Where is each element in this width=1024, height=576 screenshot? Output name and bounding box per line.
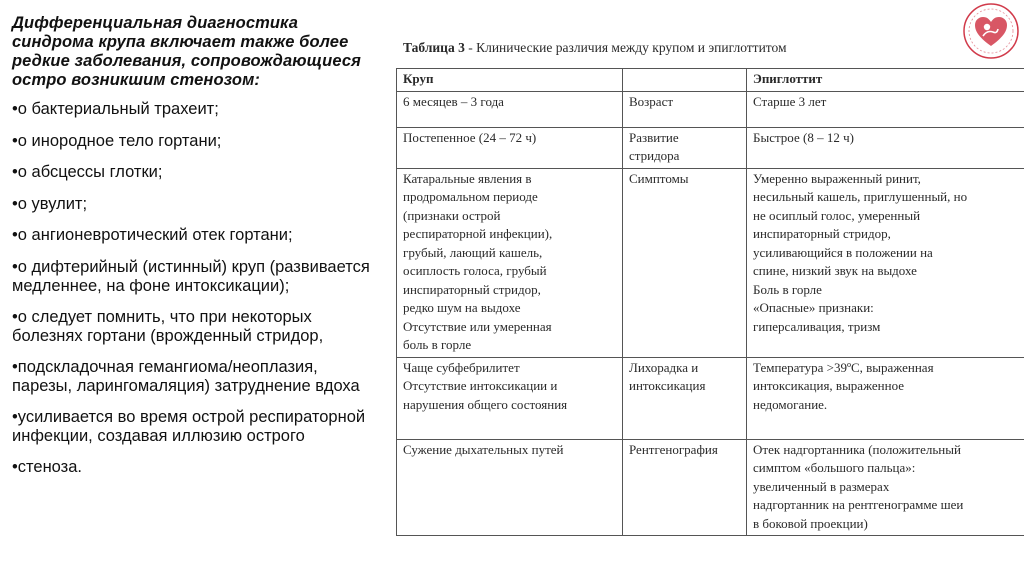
table-caption-text: - Клинические различия между крупом и эпиглоттитом <box>464 40 787 55</box>
bullet-item: •о дифтерийный (истинный) круп (развивается медленнее, на фоне интоксикации); <box>12 257 370 295</box>
bullet-item: •подскладочная гемангиома/неоплазия, парезы, ларингомаляция) затруднение вдоха <box>12 357 360 395</box>
table-cell: Лихорадка и интоксикация <box>623 357 747 439</box>
table-cell: Развитие стридора <box>623 127 747 168</box>
comparison-table <box>396 68 1024 536</box>
table-caption-number: Таблица 3 <box>403 40 465 55</box>
bullet-item: •о увулит; <box>12 194 88 213</box>
page-heading: Дифференциальная диагностика синдрома крупа включает также более редкие заболевания, сопровождающиеся остро возникшим стенозом: <box>12 14 361 89</box>
bullet-item: •о ангионевротический отек гортани; <box>12 226 293 244</box>
header-cell-empty <box>623 69 747 92</box>
bullet-item: •стеноза. <box>12 457 83 476</box>
table-row <box>397 91 1024 127</box>
bullet-item: •о следует помнить, что при некоторых болезнях гортани (врожденный стридор, <box>12 307 324 345</box>
table-row <box>397 127 1024 168</box>
table-cell: Чаще субфебрилитет Отсутствие интоксикации и нарушения общего состояния <box>397 357 623 439</box>
header-cell-epiglottitis: Эпиглоттит <box>747 69 1024 92</box>
table-section <box>396 40 1024 536</box>
bullet-item: •о абсцессы глотки; <box>12 163 163 181</box>
table-cell: Симптомы <box>623 168 747 357</box>
bullet-item: •о инородное тело гортани; <box>12 131 222 150</box>
table-cell: Рентгенография <box>623 439 747 536</box>
table-cell: Катаральные явления в продромальном периоде (признаки острой респираторной инфекции), грубый, лающий кашель, осиплость голоса, грубый инспираторный стридор, редко шум на выдохе Отсутствие или умеренная боль в горле <box>397 168 623 357</box>
table-row <box>397 168 1024 357</box>
bullet-list <box>12 100 380 477</box>
table-header-row <box>397 69 1024 92</box>
table-cell: Постепенное (24 – 72 ч) <box>397 127 623 168</box>
table-caption <box>403 40 1024 58</box>
table-cell: Температура >39ºС, выраженная интоксикация, выраженное недомогание. <box>747 357 1024 439</box>
table-cell: 6 месяцев – 3 года <box>397 91 623 127</box>
heart-emblem-icon <box>962 2 1020 60</box>
table-row <box>397 439 1024 536</box>
table-cell: Сужение дыхательных путей <box>397 439 623 536</box>
table-cell: Отек надгортанника (положительный симптом «большого пальца»: увеличенный в размерах надгортанник на рентгенограмме шеи в боковой проекции) <box>747 439 1024 536</box>
header-cell-croup: Круп <box>397 69 623 92</box>
left-text-column <box>12 14 380 488</box>
bullet-item: •усиливается во время острой респираторной инфекции, создавая иллюзию острого <box>12 407 366 445</box>
table-cell: Возраст <box>623 91 747 127</box>
table-cell: Умеренно выраженный ринит, несильный кашель, приглушенный, но не осиплый голос, умеренный инспираторный стридор, усиливающийся в положении на спине, низкий звук на выдохе Боль в горле «Опасные» признаки: гиперсаливация, тризм <box>747 168 1024 357</box>
table-cell: Быстрое (8 – 12 ч) <box>747 127 1024 168</box>
table-row <box>397 357 1024 439</box>
bullet-item: •о бактериальный трахеит; <box>12 100 219 118</box>
table-cell: Старше 3 лет <box>747 91 1024 127</box>
